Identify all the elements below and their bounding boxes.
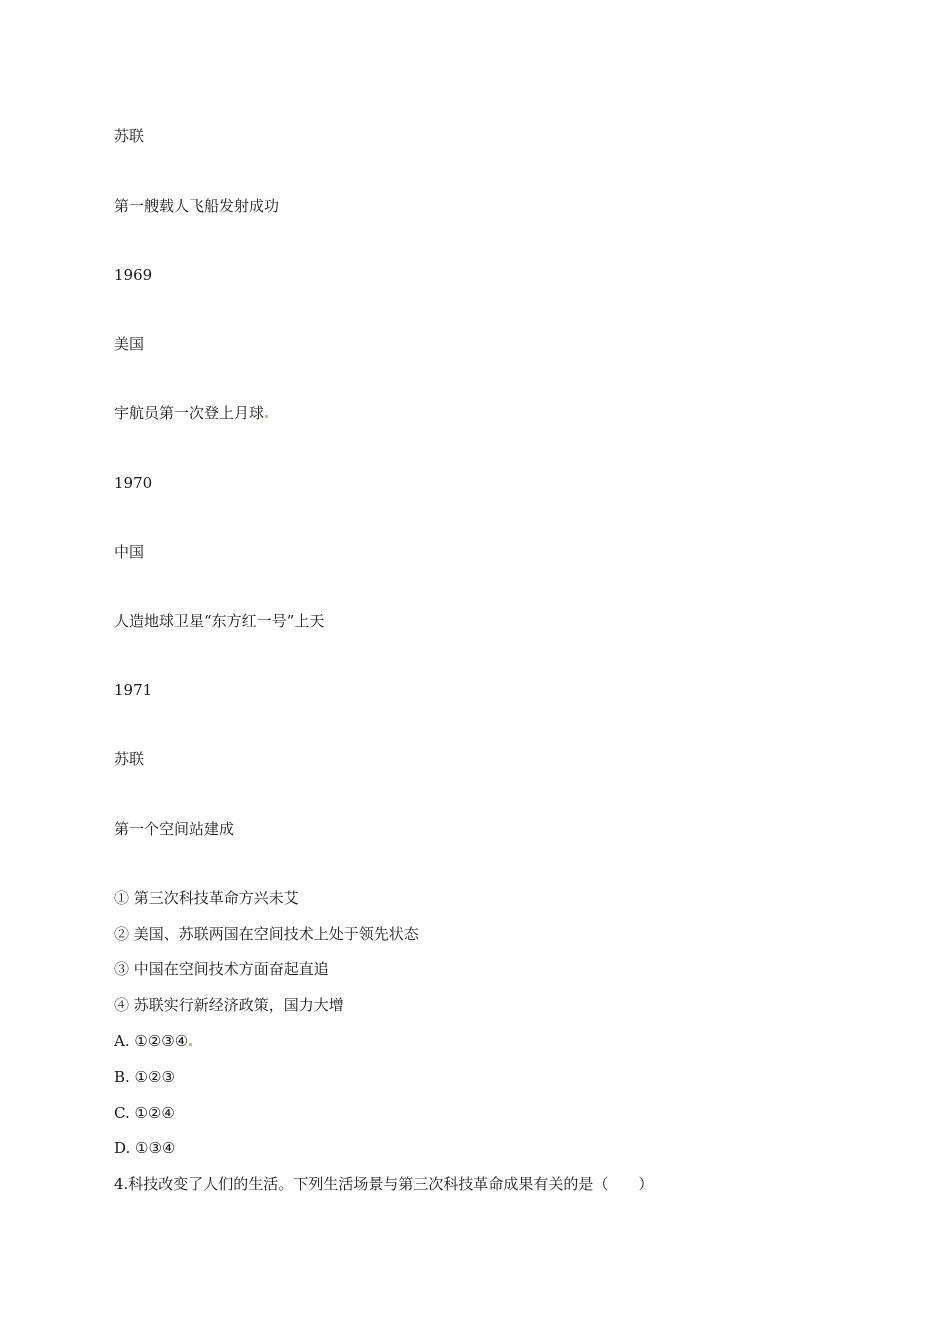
statement-item — [114, 888, 299, 908]
cell-text: 1971 — [114, 681, 153, 699]
question-4 — [114, 1174, 653, 1194]
table-cell-country — [114, 334, 144, 354]
answer-option-b — [114, 1067, 175, 1087]
option-text: A. ①②③④ — [114, 1032, 189, 1050]
table-cell-year — [114, 265, 152, 285]
cell-text: 美国 — [114, 335, 145, 353]
statement-text: ① 第三次科技革命方兴未艾 — [114, 889, 299, 907]
cell-text: 苏联 — [114, 750, 145, 768]
table-cell-event — [114, 819, 234, 839]
table-cell-year — [114, 473, 152, 493]
statement-text: ③ 中国在空间技术方面奋起直追 — [114, 960, 329, 978]
statement-text: ② 美国、苏联两国在空间技术上处于领先状态 — [114, 925, 419, 943]
cell-text: 第一艘载人飞船发射成功 — [114, 197, 280, 215]
answer-option-a — [114, 1031, 192, 1051]
cell-text: 人造地球卫星“东方红一号”上天 — [114, 612, 325, 630]
table-cell-event — [114, 196, 279, 216]
annotation-dot — [189, 1043, 192, 1046]
option-text: B. ①②③ — [114, 1068, 175, 1086]
statement-text: ④ 苏联实行新经济政策，国力大增 — [114, 996, 344, 1014]
annotation-dot — [265, 415, 268, 418]
table-cell-event — [114, 403, 268, 423]
statement-item — [114, 959, 329, 979]
question-text: 4.科技改变了人们的生活。下列生活场景与第三次科技革命成果有关的是（ ） — [114, 1175, 654, 1193]
answer-option-c — [114, 1103, 175, 1123]
statement-item — [114, 995, 344, 1015]
cell-text: 中国 — [114, 543, 145, 561]
cell-text: 1969 — [114, 266, 153, 284]
answer-option-d — [114, 1138, 175, 1158]
option-text: C. ①②④ — [114, 1104, 175, 1122]
cell-text: 第一个空间站建成 — [114, 820, 235, 838]
cell-text: 苏联 — [114, 127, 145, 145]
table-cell-year — [114, 680, 152, 700]
table-cell-country — [114, 542, 144, 562]
cell-text: 1970 — [114, 474, 153, 492]
option-text: D. ①③④ — [114, 1139, 176, 1157]
table-cell-country — [114, 126, 144, 146]
table-cell-event — [114, 611, 324, 631]
statement-item — [114, 924, 419, 944]
cell-text: 宇航员第一次登上月球 — [114, 404, 265, 422]
table-cell-country — [114, 749, 144, 769]
